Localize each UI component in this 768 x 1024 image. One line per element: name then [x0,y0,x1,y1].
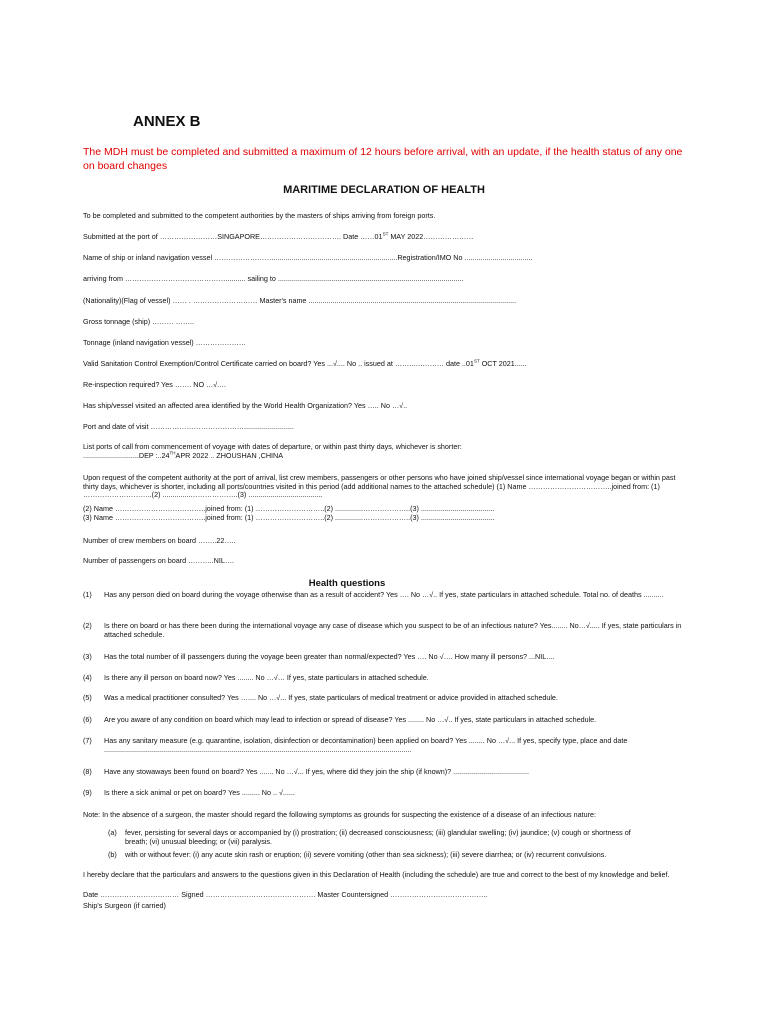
sanitation-date-suffix: ST [473,358,480,364]
passenger-count-line: Number of passengers on board ………..NIL…. [83,556,235,565]
ports-port-text: APR 2022 .. ZHOUSHAN ,CHINA [175,451,283,460]
submitted-port-text: Submitted at the port of ……………………SINGAPORE……………………………. Date ……01 [83,232,383,241]
symptom-item-label: (b) [108,850,117,859]
health-question-3 [83,653,693,662]
annex-heading: ANNEX B [133,113,201,130]
health-question-1 [83,591,693,600]
submission-notice: The MDH must be completed and submitted a maximum of 12 hours before arrival, with an update, if the health status of any one on board changes [83,146,683,172]
health-question-4 [83,674,693,683]
submitted-date-text: MAY 2022………………… [388,232,474,241]
question-number: (8) [83,767,92,776]
submitted-date-suffix: ST [382,231,389,237]
ports-of-call-line: List ports of call from commencement of voyage with dates of departure, or within past thirty days, whichever is shorter: [83,442,462,451]
health-question-5 [83,694,693,703]
ports-date-suffix: TH [169,450,176,456]
affected-area-line: Has ship/vessel visited an affected area identified by the World Health Organization? Yes ….. No …√.. [83,401,408,410]
nationality-line: (Nationality)(Flag of vessel) …… . ……………………… Master's name ........................................................................................................ [83,296,517,305]
ship-surgeon-line: Ship's Surgeon (if carried) [83,901,166,910]
sanitation-certificate-line [83,359,527,368]
symptom-item-a [95,829,655,846]
inland-tonnage-line: Tonnage (inland navigation vessel) ………………… [83,338,246,347]
question-number: (7) [83,736,92,745]
question-text: Have any stowaways been found on board? Yes ....... No …√... If yes, where did they join the ship (if known)? ...................................... [104,767,530,776]
crew-count-line: Number of crew members on board ……..22….. [83,536,236,545]
symptoms-note: Note: In the absence of a surgeon, the master should regard the following symptoms as grounds for suspecting the existence of a disease of an infectious nature: [83,810,597,819]
crew-request-paragraph: Upon request of the competent authority at the port of arrival, list crew members, passengers or other persons who have joined ship/vessel since international voyage began or within past thirty days, whichever is shorter, including all ports/countries visited in this period (add additional names to the attached schedule) (1) Name ……………………………..joined from: (1) ………………………..(2) ..............………………..(3) ..................................... [83,473,676,500]
health-questions-heading: Health questions [308,578,386,589]
question-number: (6) [83,715,92,724]
question-text: Is there any ill person on board now? Yes ........ No …√… If yes, state particulars in attached schedule. [104,673,429,682]
question-number: (2) [83,621,92,630]
question-number: (4) [83,673,92,682]
question-number: (5) [83,693,92,702]
question-number: (3) [83,652,92,661]
question-text: Has any person died on board during the voyage otherwise than as a result of accident? Yes …. No …√.. If yes, state particulars in attached schedule. Total no. of deaths .......... [104,590,664,599]
gross-tonnage-line: Gross tonnage (ship) ……… …….. [83,317,195,326]
health-question-6 [83,716,693,725]
document-title: MARITIME DECLARATION OF HEALTH [283,184,485,196]
symptom-item-text: fever, persisting for several days or accompanied by (i) prostration; (ii) decreased consciousness; (iii) glandular swelling; (iv) jaundice; (v) cough or shortness of breath; (vi) unusual bleeding; or (vii) paralysis. [125,828,631,846]
health-question-9 [83,789,693,798]
question-text: Has any sanitary measure (e.g. quarantine, isolation, disinfection or decontamination) been applied on board? Yes ........ No …√... If yes, specify type, place and date .......................................................................................................................................................... [104,736,628,754]
question-number: (9) [83,788,92,797]
health-question-8 [83,768,693,777]
declaration-statement: I hereby declare that the particulars and answers to the questions given in this Declaration of Health (including the schedule) are true and correct to the best of my knowledge and belief. [83,870,670,879]
submitted-port-line [83,232,474,241]
joined-name-2-line: (2) Name ………………………………..joined from: (1) ………………………..(2) ..............………………..(3) ..................................... [83,504,495,513]
port-date-visit-line: Port and date of visit …………………………………......................... [83,422,294,431]
question-text: Is there on board or has there been during the international voyage any case of disease which you suspect to be of an infectious nature? Yes........ No…√..... If yes, state particulars in attached schedule. [104,621,682,639]
intro-text: To be completed and submitted to the competent authorities by the masters of ships arriving from foreign ports. [83,211,436,220]
question-text: Are you aware of any condition on board which may lead to infection or spread of disease? Yes ........ No …√.. If yes, state particulars in attached schedule. [104,715,597,724]
signature-line: Date …………………………… Signed ………………………………………. Master Countersigned ………………………………….. [83,890,488,899]
question-text: Has the total number of ill passengers during the voyage been greater than normal/expected? Yes …. No √…. How many ill persons? ...NIL.... [104,652,555,661]
sanitation-date-text: OCT 2021...... [479,359,527,368]
symptom-item-b [95,851,655,860]
ports-of-call-value [83,451,283,460]
symptom-item-text: with or without fever: (i) any acute skin rash or eruption; (ii) severe vomiting (other than sea sickness); (iii) severe diarrhea; or (iv) recurrent convulsions. [125,850,607,859]
question-text: Was a medical practitioner consulted? Yes ….... No …√... If yes, state particulars of medical treatment or advice provided in attached schedule. [104,693,558,702]
ports-departure-text: ............................DEP :..24 [83,451,170,460]
symptom-item-label: (a) [108,828,117,837]
sanitation-text: Valid Sanitation Control Exemption/Control Certificate carried on board? Yes ...√.... No .. issued at ……..….……… date ..01 [83,359,474,368]
joined-name-3-line: (3) Name ………………………………..joined from: (1) ………………………..(2) ..............………………..(3) ..................................... [83,513,495,522]
arriving-from-line: arriving from …………………………………….......... sailing to ............................................................................................. [83,274,464,283]
health-question-2 [83,622,693,639]
reinspection-line: Re-inspection required? Yes ……. NO …√.… [83,380,227,389]
question-number: (1) [83,590,92,599]
question-text: Is there a sick animal or pet on board? Yes ......... No .. √...... [104,788,295,797]
ship-name-line: Name of ship or inland navigation vessel ……………………...............................................................Registration/IMO No .................................. [83,253,533,262]
health-question-7 [83,737,693,754]
